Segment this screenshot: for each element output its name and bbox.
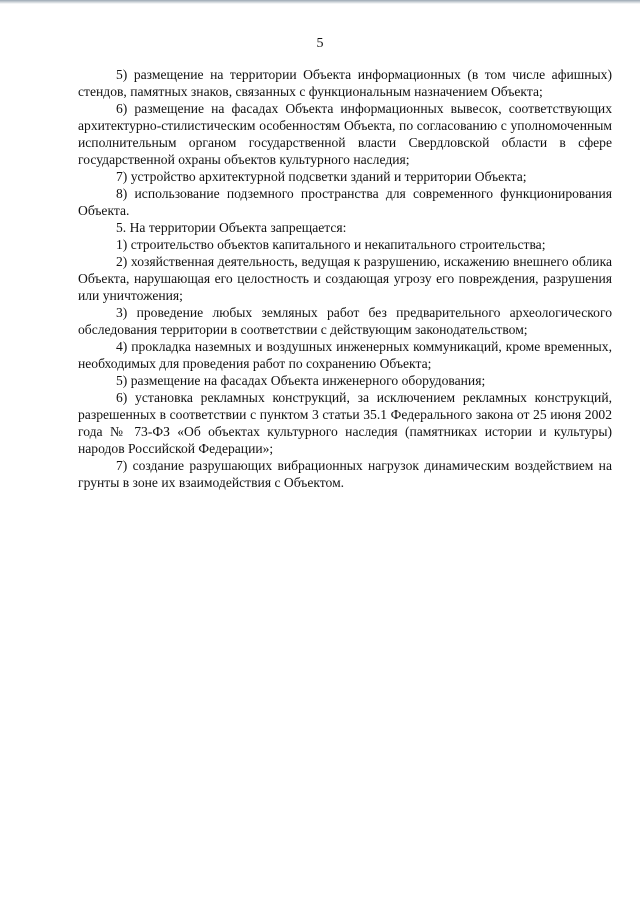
paragraph-item-5-placement-stands: 5) размещение на территории Объекта информационных (в том числе афишных) стендов, памятных знаков, связанных с функциональным назначением Объекта; (78, 67, 612, 99)
page-number: 5 (316, 36, 324, 51)
prohibition-item-4: 4) прокладка наземных и воздушных инженерных коммуникаций, кроме временных, необходимых для проведения работ по сохранению Объекта; (78, 339, 612, 371)
prohibition-item-1: 1) строительство объектов капитального и некапитального строительства; (116, 237, 546, 252)
document-body (78, 66, 612, 491)
prohibition-item-6: 6) установка рекламных конструкций, за исключением рекламных конструкций, разрешенных в соответствии с пунктом 3 статьи 35.1 Федерального закона от 25 июня 2002 года № 73-ФЗ «Об объектах культурного наследия (памятниках истории и культуры) народов Российской Федерации»; (78, 390, 612, 456)
prohibition-item-5: 5) размещение на фасадах Объекта инженерного оборудования; (116, 373, 486, 388)
scan-top-edge (0, 0, 640, 4)
section-5-heading: 5. На территории Объекта запрещается: (116, 220, 347, 235)
paragraph-item-8-underground: 8) использование подземного пространства для современного функционирования Объекта. (78, 186, 612, 218)
prohibition-item-2: 2) хозяйственная деятельность, ведущая к разрушению, искажению внешнего облика Объекта, нарушающая его целостность и создающая угрозу его повреждения, разрушения или уничтожения; (78, 254, 612, 303)
prohibition-item-7: 7) создание разрушающих вибрационных нагрузок динамическим воздействием на грунты в зоне их взаимодействия с Объектом. (78, 458, 612, 490)
prohibition-item-3: 3) проведение любых земляных работ без предварительного археологического обследования территории в соответствии с действующим законодательством; (78, 305, 612, 337)
paragraph-item-6-facade-signs: 6) размещение на фасадах Объекта информационных вывесок, соответствующих архитектурно-стилистическим особенностям Объекта, по согласованию с уполномоченным исполнительным органом государственной власти Свердловской области в сфере государственной охраны объектов культурного наследия; (78, 101, 612, 167)
paragraph-item-7-lighting: 7) устройство архитектурной подсветки зданий и территории Объекта; (116, 169, 527, 184)
